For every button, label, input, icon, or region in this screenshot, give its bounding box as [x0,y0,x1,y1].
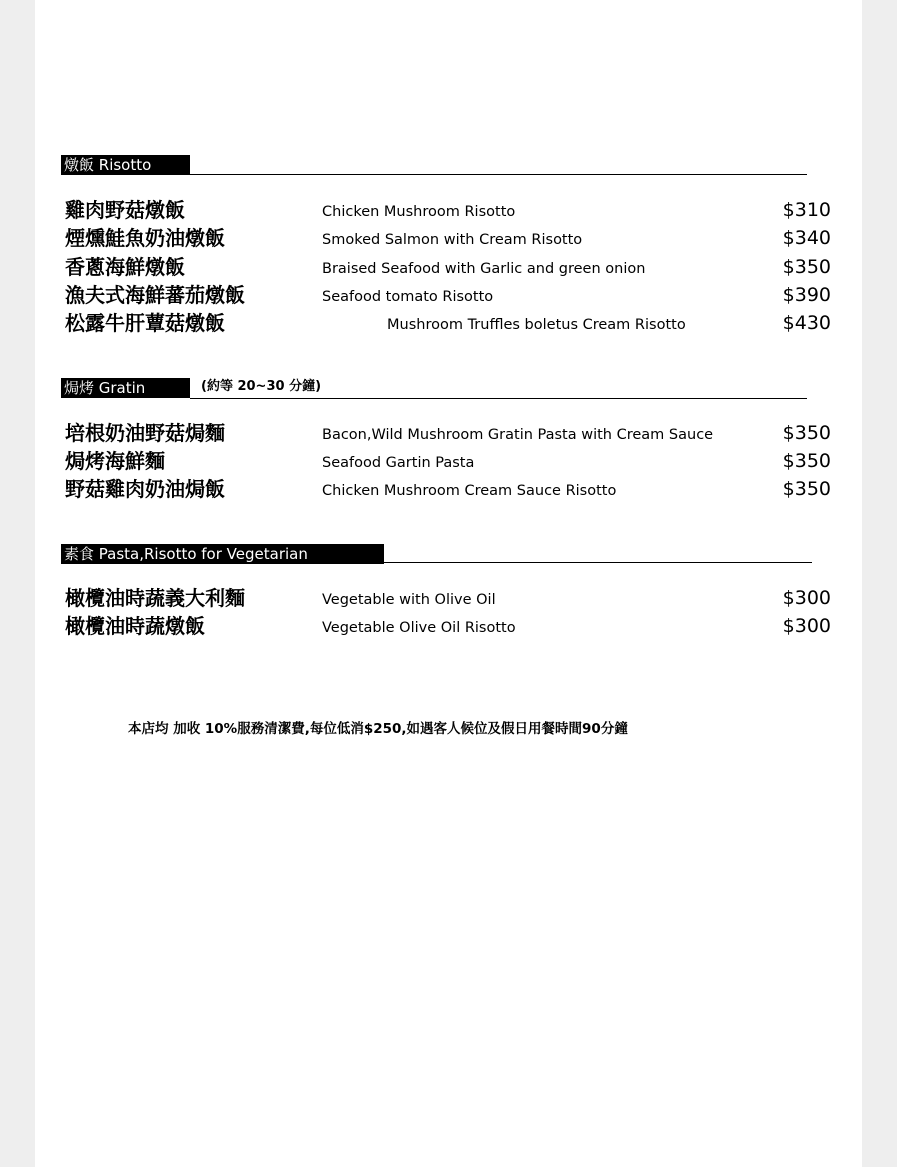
dish-name-zh: 橄欖油時蔬義大利麵 [65,586,245,610]
section-note-gratin: (約等 20~30 分鐘) [201,379,322,394]
dish-name-en: Mushroom Truffles boletus Cream Risotto [387,317,686,333]
dish-name-zh: 野菇雞肉奶油焗飯 [65,477,225,501]
menu-item [0,196,897,224]
dish-name-en: Bacon,Wild Mushroom Gratin Pasta with Cream Sauce [322,427,714,443]
dish-name-en: Seafood tomato Risotto [322,289,494,305]
dish-price: $340 [782,227,831,249]
dish-name-zh: 焗烤海鮮麵 [65,449,165,473]
dish-price: $350 [782,478,831,500]
dish-price: $350 [782,422,831,444]
dish-price: $300 [782,587,831,609]
menu-item [0,612,897,640]
section-title-gratin: 焗烤 Gratin [61,378,190,398]
dish-price: $310 [782,199,831,221]
dish-name-zh: 雞肉野菇燉飯 [65,198,185,222]
dish-price: $350 [782,256,831,278]
section-title-vegetarian: 素食 Pasta,Risotto for Vegetarian [61,544,384,564]
dish-name-en: Smoked Salmon with Cream Risotto [322,232,583,248]
dish-name-zh: 橄欖油時蔬燉飯 [65,614,205,638]
dish-name-en: Seafood Gartin Pasta [322,455,475,471]
dish-name-en: Vegetable Olive Oil Risotto [322,620,516,636]
dish-price: $430 [782,312,831,334]
menu-item [0,447,897,475]
menu-item [0,419,897,447]
service-charge-note: 本店均 加收 10%服務清潔費,每位低消$250,如遇客人候位及假日用餐時間90分鐘 [128,721,628,737]
dish-name-zh: 香蔥海鮮燉飯 [65,255,185,279]
dish-price: $350 [782,450,831,472]
dish-name-en: Chicken Mushroom Cream Sauce Risotto [322,483,617,499]
menu-item [0,475,897,503]
dish-price: $300 [782,615,831,637]
section-divider-gratin [190,398,807,399]
menu-item [0,584,897,612]
dish-name-en: Braised Seafood with Garlic and green onion [322,261,646,277]
dish-name-en: Vegetable with Olive Oil [322,592,496,608]
menu-item [0,309,897,337]
section-title-risotto: 燉飯 Risotto [61,155,190,175]
dish-name-zh: 漁夫式海鮮蕃茄燉飯 [65,283,245,307]
menu-item [0,224,897,252]
section-divider-vegetarian [384,562,812,563]
dish-name-zh: 煙燻鮭魚奶油燉飯 [65,226,225,250]
dish-price: $390 [782,284,831,306]
menu-item [0,253,897,281]
dish-name-zh: 松露牛肝蕈菇燉飯 [65,311,225,335]
section-divider-risotto [190,174,807,175]
dish-name-en: Chicken Mushroom Risotto [322,204,516,220]
menu-item [0,281,897,309]
dish-name-zh: 培根奶油野菇焗麵 [65,421,225,445]
